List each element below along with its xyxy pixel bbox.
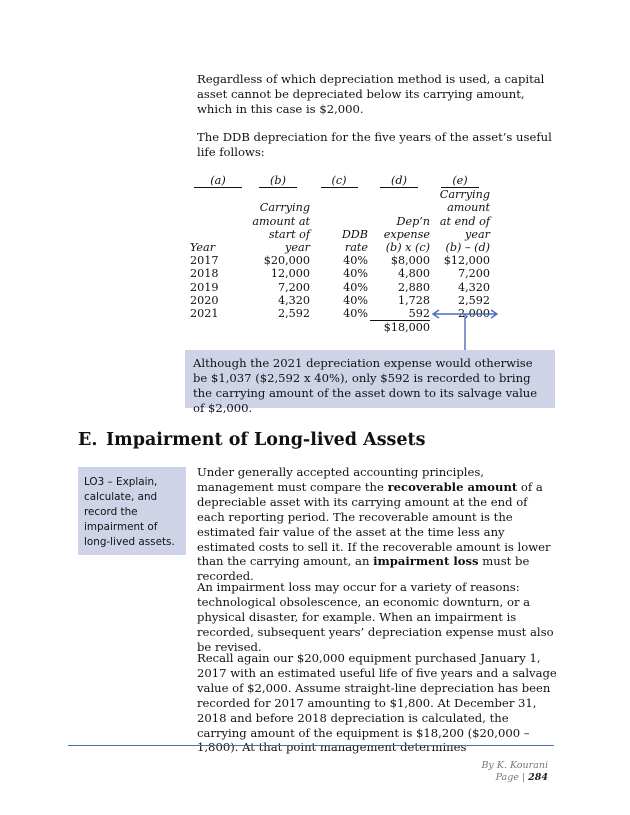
col-letter-d: (d) — [368, 174, 430, 188]
empty-cell — [310, 320, 368, 334]
header-cell — [310, 201, 368, 214]
total-expense-cell: $18,000 — [368, 320, 430, 334]
carrying-end-cell: 7,200 — [457, 267, 490, 281]
carrying-end-cell: 2,000 — [457, 307, 490, 321]
footer-page: Page | 284 — [495, 772, 548, 783]
header-cell: DDB — [341, 227, 368, 241]
header-cell: rate — [344, 241, 368, 255]
header-cell: year — [465, 227, 490, 241]
rate-cell: 40% — [343, 307, 368, 321]
header-cell: Carrying — [259, 201, 310, 215]
recoverable-amount-term: recoverable amount — [387, 479, 518, 494]
table-row — [190, 281, 490, 294]
header-cell: amount — [447, 201, 490, 215]
rate-cell: 40% — [343, 254, 368, 268]
header-cell: expense — [383, 227, 430, 241]
table-row — [190, 254, 490, 267]
header-cell — [190, 201, 246, 214]
header-cell: at end of — [439, 214, 490, 228]
header-cell: year — [285, 241, 310, 255]
carrying-end-cell: 4,320 — [457, 280, 490, 294]
intro-paragraph-2: The DDB depreciation for the five years of the asset’s useful life follows: — [197, 130, 552, 159]
table-header-row — [190, 188, 490, 201]
header-cell — [310, 188, 368, 201]
footer-author: By K. Kourani — [481, 760, 548, 771]
year-cell: 2020 — [190, 293, 219, 307]
footer-rule — [68, 745, 554, 746]
expense-cell: 592 — [408, 307, 430, 321]
expense-cell: 1,728 — [397, 293, 430, 307]
body-paragraph-3: Recall again our $20,000 equipment purchased January 1, 2017 with an estimated useful life of five years and a salvage value of $2,000. Assume straight-line depreciation has been recorded for 2017 amounting to $1,800. At December 31, 2018 and before 2018 depreciation is calculated, the carrying amount of the equipment is $18,200 ($20,000 – 1,800). At that point management determines — [197, 651, 557, 755]
impairment-loss-term: impairment loss — [373, 554, 479, 569]
table-header-row — [190, 241, 490, 254]
col-letter-a: (a) — [190, 174, 246, 188]
header-cell: start of — [268, 227, 310, 241]
col-letter-e: (e) — [430, 174, 490, 188]
learning-objective-box: LO3 – Explain, calculate, and record the impairment of long-lived assets. — [78, 467, 186, 555]
header-cell: (b) – (d) — [445, 241, 490, 255]
body-paragraph-1: Under generally accepted accounting principles, management must compare the recoverable amount of a depreciable asset with its carrying amount at the end of each reporting period. The recoverable amount is the estimated fair value of the asset at the time less any estimated costs to sell it. If the recoverable amount is lower than the carrying amount, an impairment loss must be recorded. — [197, 465, 551, 584]
intro-paragraph-1: Regardless of which depreciation method is used, a capital asset cannot be depreciated below its carrying amount, which in this case is $2,000. — [197, 72, 545, 116]
body-paragraph-2: An impairment loss may occur for a variety of reasons: technological obsolescence, an economic downturn, or a physical disaster, for example. When an impairment is recorded, subsequent years’ depreciation expense must also be revised. — [197, 580, 554, 654]
year-cell: 2017 — [190, 254, 219, 268]
year-cell: 2019 — [190, 280, 219, 294]
empty-cell — [190, 320, 246, 334]
expense-cell: 2,880 — [397, 280, 430, 294]
header-cell — [190, 228, 246, 241]
table-header-row — [190, 215, 490, 228]
carrying-start-cell: 4,320 — [277, 293, 310, 307]
table-header-row — [190, 201, 490, 214]
header-cell — [310, 215, 368, 228]
carrying-start-cell: 7,200 — [277, 280, 310, 294]
page-footer — [481, 760, 548, 784]
header-cell — [368, 188, 430, 201]
carrying-end-cell: $12,000 — [443, 254, 490, 268]
header-cell — [246, 188, 310, 201]
rate-cell: 40% — [343, 293, 368, 307]
carrying-start-cell: 12,000 — [270, 267, 310, 281]
expense-cell: $8,000 — [390, 254, 430, 268]
section-title: Impairment of Long-lived Assets — [106, 430, 426, 450]
header-cell: Dep’n — [396, 214, 430, 228]
year-cell: 2018 — [190, 267, 219, 281]
header-cell: Year — [190, 241, 216, 255]
header-cell — [190, 215, 246, 228]
table-letter-row — [190, 174, 490, 188]
section-letter: E. — [78, 430, 98, 450]
section-heading — [78, 430, 425, 450]
header-cell: (b) x (c) — [385, 241, 430, 255]
carrying-end-cell: 2,592 — [457, 293, 490, 307]
rate-cell: 40% — [343, 280, 368, 294]
empty-cell — [246, 320, 310, 334]
header-cell — [368, 201, 430, 214]
table-header-row — [190, 228, 490, 241]
header-cell — [190, 188, 246, 201]
col-letter-b: (b) — [246, 174, 310, 188]
header-cell: amount at — [252, 214, 310, 228]
year-cell: 2021 — [190, 307, 219, 321]
expense-cell: 4,800 — [397, 267, 430, 281]
col-letter-c: (c) — [310, 174, 368, 188]
carrying-start-cell: 2,592 — [277, 307, 310, 321]
table-row — [190, 267, 490, 280]
ddb-callout-box: Although the 2021 depreciation expense would otherwise be $1,037 ($2,592 x 40%), only $592 is recorded to bring the carrying amount of the asset down to its salvage value of $2,000. — [185, 350, 555, 408]
rate-cell: 40% — [343, 267, 368, 281]
header-cell: Carrying — [439, 188, 490, 202]
page-number: 284 — [528, 772, 548, 783]
carrying-start-cell: $20,000 — [263, 254, 310, 268]
